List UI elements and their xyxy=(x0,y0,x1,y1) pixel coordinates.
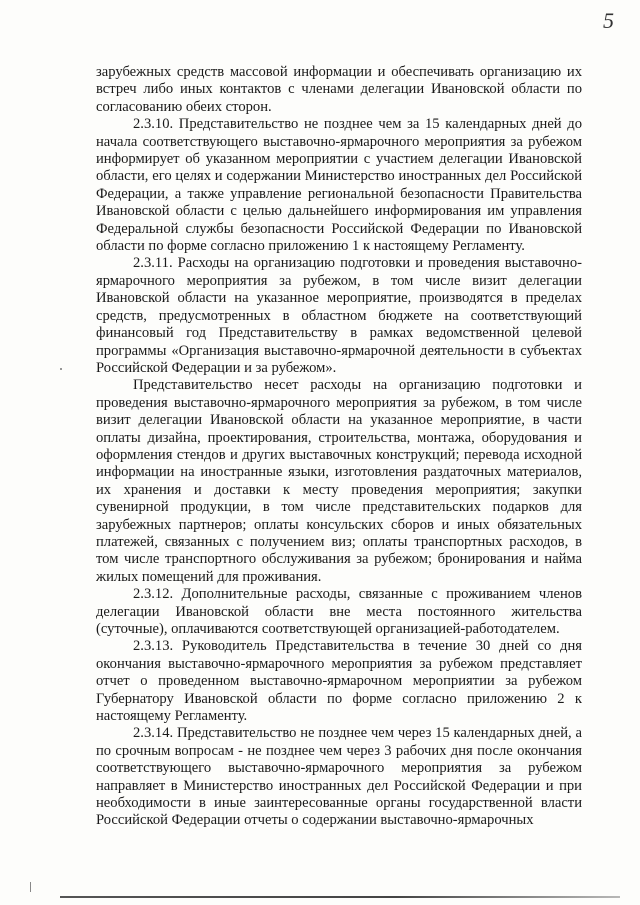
document-body xyxy=(96,64,582,830)
paragraph-expenses: Представительство несет расходы на организацию подготовки и проведения выставочно-ярмарочного мероприятия за рубежом, в том числе визит делегации Ивановской области на указанное мероприятие, в части оплаты дизайна, проектирования, строительства, монтажа, оборудования и оформления стендов и других выставочных конструкций; перевода исходной информации на иностранные языки, изготовления раздаточных материалов, их хранения и доставки к месту проведения мероприятия; закупки сувенирной продукции, в том числе представительских подарков для зарубежных партнеров; оплаты консульских сборов и иных обязательных платежей, связанных с получением виз; оплаты транспортных расходов, в том числе транспортного обслуживания за рубежом; бронирования и найма жилых помещений для проживания. xyxy=(96,377,582,585)
paragraph-2-3-13: 2.3.13. Руководитель Представительства в течение 30 дней со дня окончания выставочно-ярмарочного мероприятия за рубежом представляет отчет о проведенном выставочно-ярмарочном мероприятии за рубежом Губернатору Ивановской области по форме согласно приложению 2 к настоящему Регламенту. xyxy=(96,638,582,725)
paragraph-2-3-12: 2.3.12. Дополнительные расходы, связанные с проживанием членов делегации Ивановской области вне места постоянного жительства (суточные), оплачиваются соответствующей организацией-работодателем. xyxy=(96,586,582,637)
page-number: 5 xyxy=(603,8,614,33)
paragraph-continuation: зарубежных средств массовой информации и обеспечивать организацию их встреч либо иных контактов с членами делегации Ивановской области по согласованию обеих сторон. xyxy=(96,64,582,115)
paragraph-2-3-10: 2.3.10. Представительство не позднее чем за 15 календарных дней до начала соответствующего выставочно-ярмарочного мероприятия за рубежом информирует об указанном мероприятии с участием делегации Ивановской области, его целях и содержании Министерство иностранных дел Российской Федерации, а также управление региональной безопасности Правительства Ивановской области с целью дальнейшего информирования им управления Федеральной службы безопасности Российской Федерации по Ивановской области по форме согласно приложению 1 к настоящему Регламенту. xyxy=(96,116,582,255)
paragraph-2-3-11: 2.3.11. Расходы на организацию подготовки и проведения выставочно-ярмарочного мероприятия за рубежом, в том числе визит делегации Ивановской области на указанное мероприятие, производятся в пределах средств, предусмотренных в областном бюджете на соответствующий финансовый год Представительству в рамках ведомственной целевой программы «Организация выставочно-ярмарочной деятельности в субъектах Российской Федерации и за рубежом». xyxy=(96,255,582,376)
paragraph-2-3-14: 2.3.14. Представительство не позднее чем через 15 календарных дней, а по срочным вопросам - не позднее чем через 3 рабочих дня после окончания соответствующего выставочно-ярмарочного мероприятия за рубежом направляет в Министерство иностранных дел Российской Федерации и при необходимости в иные заинтересованные органы государственной власти Российской Федерации отчеты о содержании выставочно-ярмарочных xyxy=(96,725,582,829)
scan-bottom-edge xyxy=(60,896,620,898)
scan-edge-mark xyxy=(30,882,31,892)
scan-mark xyxy=(60,368,62,370)
